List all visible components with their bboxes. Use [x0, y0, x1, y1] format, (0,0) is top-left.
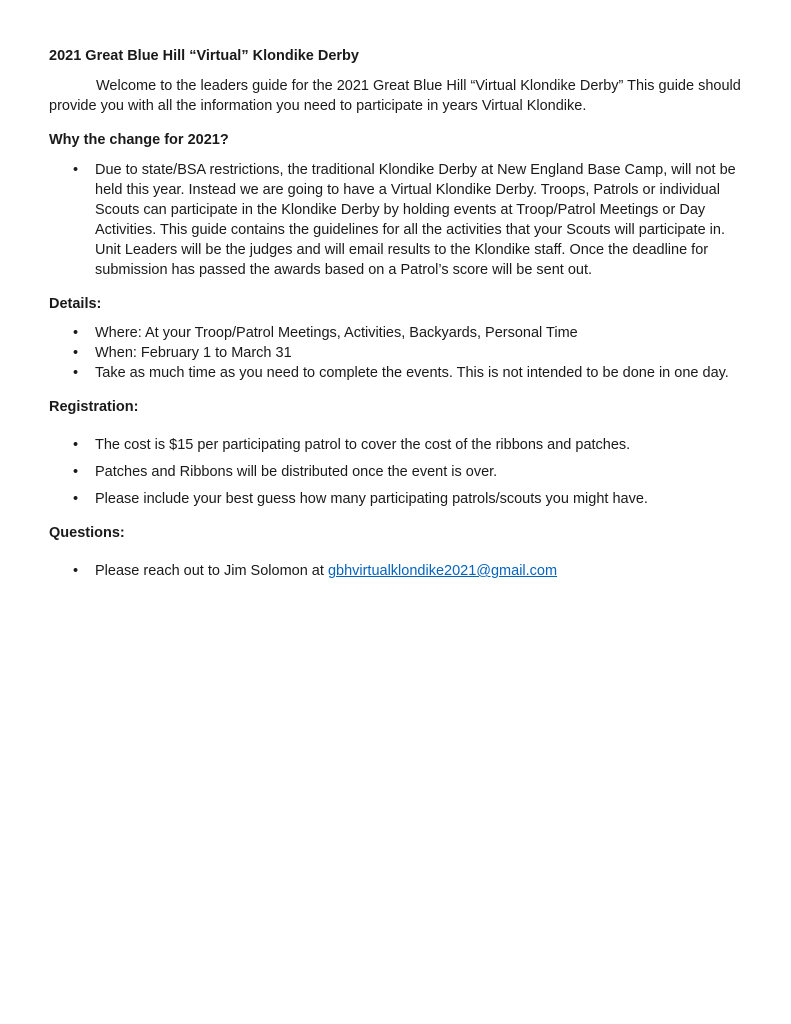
list-item: • Patches and Ribbons will be distributed once the event is over. [95, 462, 741, 482]
list-item: • Due to state/BSA restrictions, the traditional Klondike Derby at New England Base Camp, will not be held this year. Instead we are going to have a Virtual Klondike Derby. Troops, Patrols or individual Scouts can participate in the Klondike Derby by holding events at Troop/Patrol Meetings or Day Activities. This guide contains the guidelines for all the activities that your Scouts will participate in. Unit Leaders will be the judges and will email results to the Klondike staff. Once the deadline for submission has passed the awards based on a Patrol’s score will be sent out. [95, 160, 741, 280]
registration-bullet-list [49, 435, 741, 509]
document-content [49, 46, 741, 595]
heading-registration: Registration: [49, 399, 139, 415]
list-item: • Please include your best guess how many participating patrols/scouts you might have. [95, 489, 741, 509]
list-item [95, 561, 741, 581]
document-title: 2021 Great Blue Hill “Virtual” Klondike Derby [49, 48, 359, 64]
contact-text: Please reach out to Jim Solomon at [95, 563, 328, 579]
intro-paragraph: Welcome to the leaders guide for the 2021 Great Blue Hill “Virtual Klondike Derby” This guide should provide you with all the information you need to participate in years Virtual Klondike. [49, 78, 741, 114]
details-bullet-list [49, 323, 741, 383]
list-item: • When: February 1 to March 31 [95, 343, 741, 363]
heading-questions: Questions: [49, 525, 125, 541]
heading-why-the-change: Why the change for 2021? [49, 132, 229, 148]
questions-bullet-list [49, 561, 741, 581]
heading-details: Details: [49, 296, 102, 312]
email-link[interactable]: gbhvirtualklondike2021@gmail.com [327, 563, 558, 579]
why-bullet-list [49, 160, 741, 280]
list-item: • The cost is $15 per participating patrol to cover the cost of the ribbons and patches. [95, 435, 741, 455]
list-item: • Where: At your Troop/Patrol Meetings, Activities, Backyards, Personal Time [95, 323, 741, 343]
list-item: • Take as much time as you need to complete the events. This is not intended to be done in one day. [95, 363, 741, 383]
